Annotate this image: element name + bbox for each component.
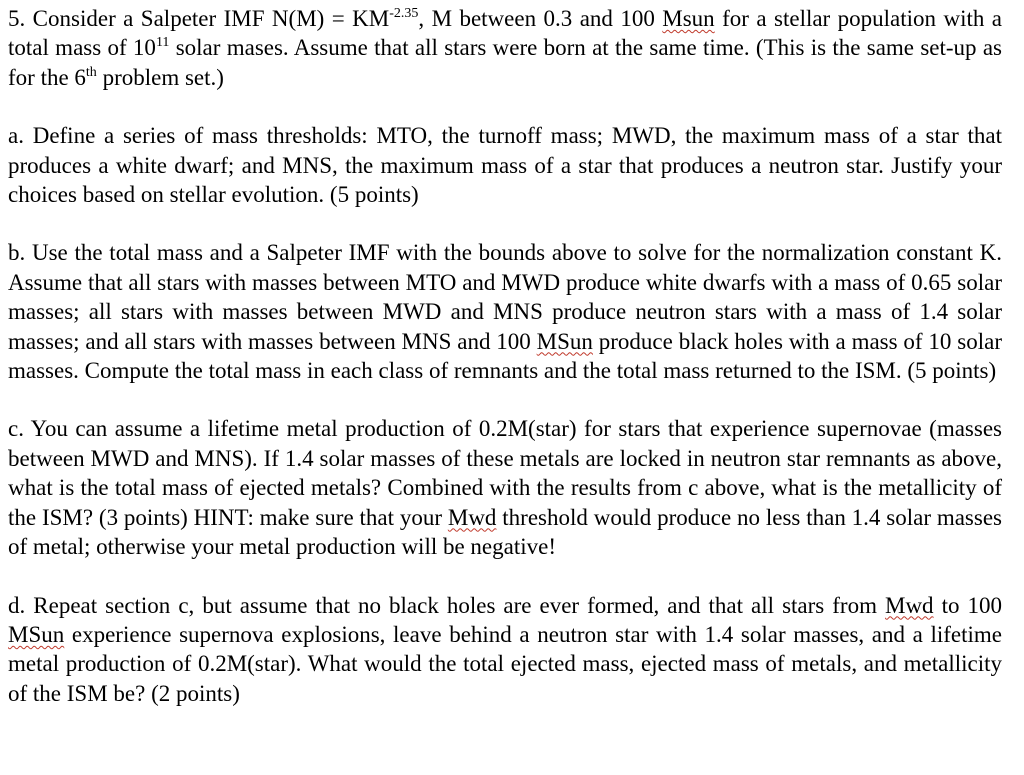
part-a-paragraph [8,121,1002,209]
part-d-text-1: d. Repeat section c, but assume that no black holes are ever formed, and that all stars from [8,592,885,618]
part-c-text-2: threshold would produce no less than 1.4 solar masses of metal; otherwise your metal production will be negative! [8,504,1002,560]
spellcheck-word-msun: MSun [536,328,593,354]
part-d-text-3: experience supernova explosions, leave behind a neutron star with 1.4 solar masses, and a lifetime metal production of 0.2M(star). What would the total ejected mass, ejected mass of metals, and metallicity of the ISM be? (2 points) [8,621,1002,706]
intro-text-2: , M between 0.3 and 100 [418,6,663,31]
part-b-paragraph [8,238,1002,385]
part-c-paragraph [8,414,1002,561]
mass-exponent: 11 [155,35,170,51]
intro-text-3: for a stellar population with a total mass of 10 [8,6,1002,61]
part-c-text-1: c. You can assume a lifetime metal production of 0.2M(star) for stars that experience supernovae (masses between MWD and MNS). If 1.4 solar masses of these metals are locked in neutron star remnants as above, what is the total mass of ejected metals? Combined with the results from c above, what is the metallicity of the ISM? (3 points) HINT: make sure that your [8,416,1002,530]
part-d-text-2: to 100 [933,592,1003,618]
spellcheck-word-msun: Msun [662,6,715,31]
ordinal-suffix: th [85,64,97,80]
part-a-text: a. Define a series of mass thresholds: MTO, the turnoff mass; MWD, the maximum mass of a star that produces a white dwarf; and MNS, the maximum mass of a star that produces a neutron star. Justify your choices based on stellar evolution. (5 points) [8,123,1002,208]
part-d-paragraph [8,591,1002,709]
spellcheck-word-msun: MSun [8,621,65,647]
problem-intro-paragraph [8,4,1002,92]
spellcheck-word-mwd: Mwd [885,592,934,618]
problem-document [8,4,1002,708]
imf-exponent: -2.35 [389,6,419,21]
intro-text-4: solar mases. Assume that all stars were born at the same time. (This is the same set-up as for the 6 [8,35,1002,90]
part-b-text-1: b. Use the total mass and a Salpeter IMF with the bounds above to solve for the normalization constant K. Assume that all stars with masses between MTO and MWD produce white dwarfs with a mass of 0.65 solar masses; all stars with masses between MWD and MNS produce neutron stars with a mass of 1.4 solar masses; and all stars with masses between MNS and 100 [8,240,1002,354]
spellcheck-word-mwd: Mwd [447,504,497,530]
intro-text-1: 5. Consider a Salpeter IMF N(M) = KM [8,6,390,31]
intro-text-5: problem set.) [96,64,224,90]
part-b-text-2: produce black holes with a mass of 10 solar masses. Compute the total mass in each class of remnants and the total mass returned to the ISM. (5 points) [8,328,1002,384]
